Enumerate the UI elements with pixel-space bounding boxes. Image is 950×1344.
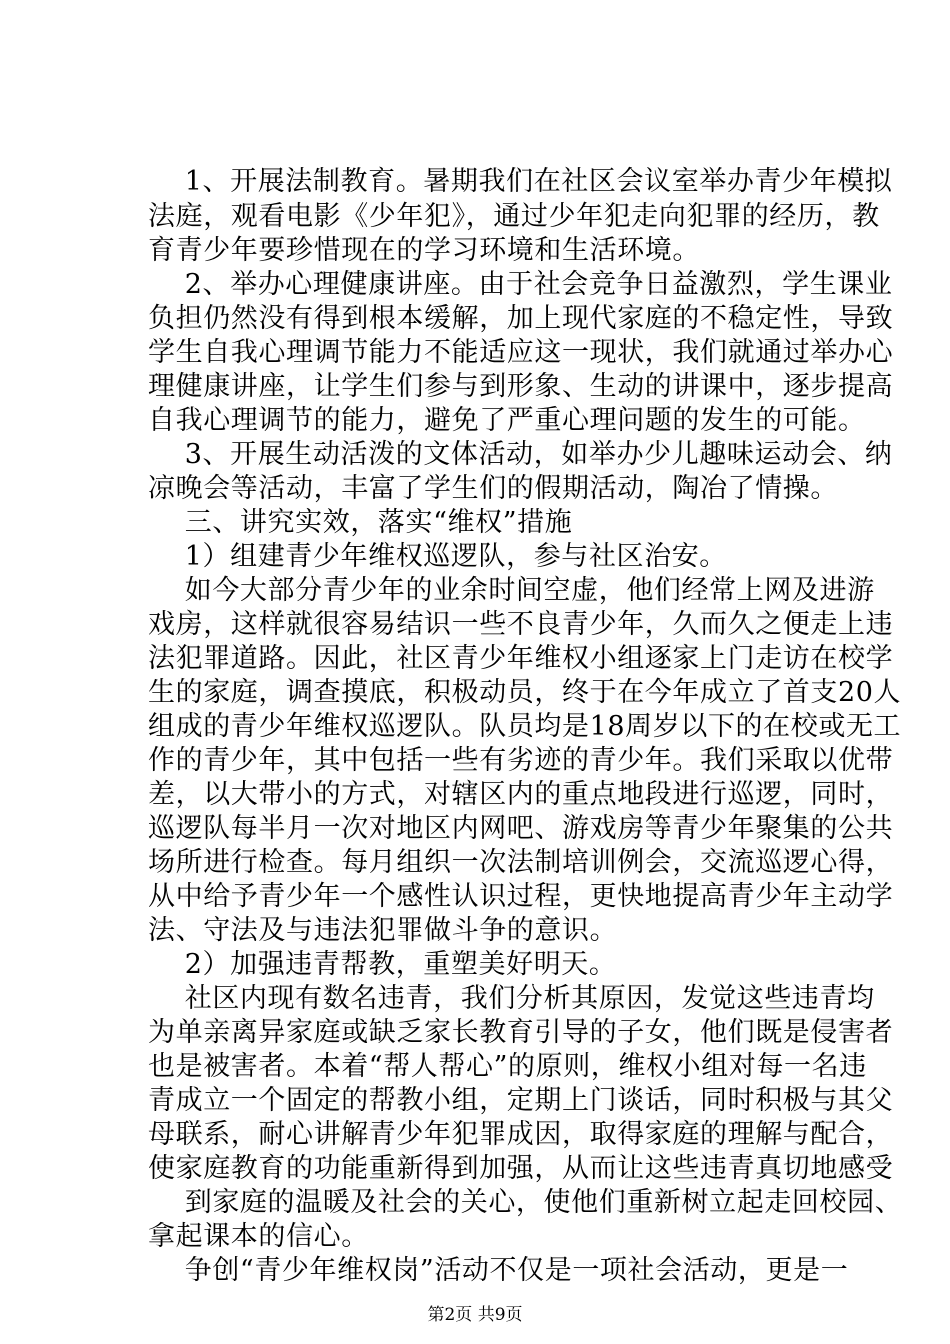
text-line: 戏房，这样就很容易结识一些不良青少年，久而久之便走上违 — [148, 609, 894, 640]
text-line: 生的家庭，调查摸底，积极动员，终于在今年成立了首支20人 — [148, 677, 902, 708]
text-line: 负担仍然没有得到根本缓解，加上现代家庭的不稳定性，导致 — [148, 303, 894, 334]
text-line: 自我心理调节的能力，避免了严重心理问题的发生的可能。 — [148, 405, 866, 436]
text-line: 3、开展生动活泼的文体活动，如举办少儿趣味运动会、纳 — [148, 439, 893, 470]
text-line: 法犯罪道路。因此，社区青少年维权小组逐家上门走访在校学 — [148, 643, 894, 674]
text-line: 育青少年要珍惜现在的学习环境和生活环境。 — [148, 235, 700, 266]
text-line: 拿起课本的信心。 — [148, 1221, 369, 1252]
text-line: 凉晚会等活动，丰富了学生们的假期活动，陶冶了情操。 — [148, 473, 838, 504]
page-number-footer: 第2页 共9页 — [427, 1305, 523, 1325]
text-line: 为单亲离异家庭或缺乏家长教育引导的子女，他们既是侵害者 — [148, 1017, 894, 1048]
text-line: 从中给予青少年一个感性认识过程，更快地提高青少年主动学 — [148, 881, 894, 912]
text-line: 学生自我心理调节能力不能适应这一现状，我们就通过举办心 — [148, 337, 894, 368]
text-line: 组成的青少年维权巡逻队。队员均是18周岁以下的在校或无工 — [148, 711, 902, 742]
subsection-heading: 1）组建青少年维权巡逻队，参与社区治安。 — [148, 541, 727, 572]
text-line: 差，以大带小的方式，对辖区内的重点地段进行巡逻，同时， — [148, 779, 894, 810]
text-line: 场所进行检查。每月组织一次法制培训例会，交流巡逻心得， — [148, 847, 894, 878]
text-line: 争创“青少年维权岗”活动不仅是一项社会活动，更是一 — [148, 1255, 849, 1286]
text-line: 法、守法及与违法犯罪做斗争的意识。 — [148, 915, 618, 946]
text-line: 1、开展法制教育。暑期我们在社区会议室举办青少年模拟 — [148, 166, 893, 197]
subsection-heading: 2）加强违青帮教，重塑美好明天。 — [148, 949, 617, 980]
text-line: 母联系，耐心讲解青少年犯罪成因，取得家庭的理解与配合， — [148, 1119, 894, 1150]
text-line: 理健康讲座，让学生们参与到形象、生动的讲课中，逐步提高 — [148, 371, 894, 402]
text-line: 青成立一个固定的帮教小组，定期上门谈话，同时积极与其父 — [148, 1085, 894, 1116]
text-line: 如今大部分青少年的业余时间空虚，他们经常上网及进游 — [148, 575, 875, 606]
text-line: 社区内现有数名违青，我们分析其原因，发觉这些违青均 — [148, 983, 875, 1014]
text-line: 作的青少年，其中包括一些有劣迹的青少年。我们采取以优带 — [148, 745, 894, 776]
text-line: 2、举办心理健康讲座。由于社会竞争日益激烈，学生课业 — [148, 269, 893, 300]
text-line: 到家庭的温暖及社会的关心，使他们重新树立起走回校园、 — [148, 1187, 903, 1218]
text-line: 巡逻队每半月一次对地区内网吧、游戏房等青少年聚集的公共 — [148, 813, 894, 844]
text-line: 使家庭教育的功能重新得到加强，从而让这些违青真切地感受 — [148, 1153, 894, 1184]
text-line: 也是被害者。本着“帮人帮心”的原则，维权小组对每一名违 — [148, 1051, 867, 1082]
section-heading: 三、讲究实效，落实“维权”措施 — [148, 507, 573, 538]
text-line: 法庭，观看电影《少年犯》，通过少年犯走向犯罪的经历，教 — [148, 201, 880, 232]
